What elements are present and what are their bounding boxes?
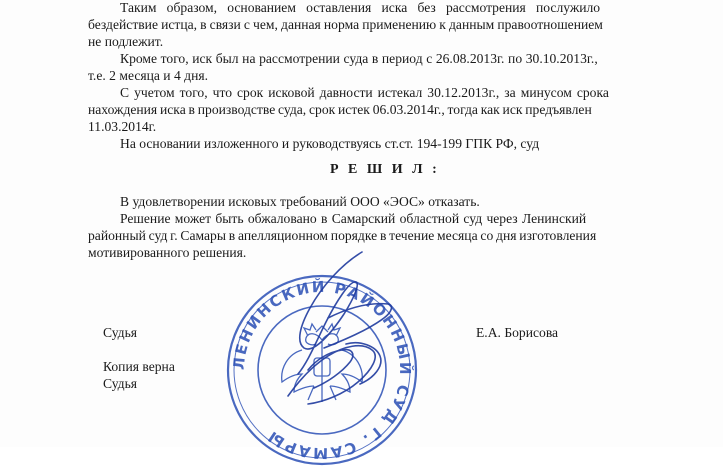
copy-verified-label: Копия верна: [103, 359, 175, 374]
text-line: 11.03.2014г.: [88, 119, 157, 134]
judge-label: Судья: [103, 325, 138, 340]
text-line: районный суд г. Самары в апелляционном порядке в течение месяца со дня изготовления: [88, 228, 597, 243]
text-line: Кроме того, иск был на рассмотрении суда в период с 26.08.2013г. по 30.10.2013г.,: [120, 51, 598, 66]
text-line: бездействие истца, в связи с чем, данная норма применению к данным правоотношением: [88, 17, 603, 32]
text-line: т.е. 2 месяца и 4 дня.: [88, 68, 209, 83]
text-line: На основании изложенного и руководствуясь ст.ст. 194-199 ГПК РФ, суд: [120, 136, 540, 151]
text-line: не подлежит.: [88, 34, 164, 49]
text-line: С учетом того, что срок исковой давности истекал 30.12.2013г., за минусом срока: [120, 85, 609, 100]
text-line: мотивированного решения.: [88, 245, 247, 260]
decision-heading: Р Е Ш И Л :: [330, 162, 440, 177]
text-line: Таким образом, основанием оставления иска без рассмотрения послужило: [120, 0, 601, 15]
judge-name: Е.А. Борисова: [476, 325, 559, 340]
text-line: В удовлетворении исковых требований ООО «ЭОС» отказать.: [120, 194, 480, 209]
judge-signature: [258, 248, 418, 428]
stamp-text: ЛЕНИНСКИЙ РАЙОННЫЙ СУД Г. САМАРЫ: [229, 277, 415, 463]
judge-label-2: Судья: [103, 376, 138, 391]
text-line: нахождения иска в производстве суда, срок истек 06.03.2014г., тогда как иск предъявлен: [88, 102, 592, 117]
text-line: Решение может быть обжаловано в Самарский областной суд через Ленинский: [120, 211, 587, 226]
